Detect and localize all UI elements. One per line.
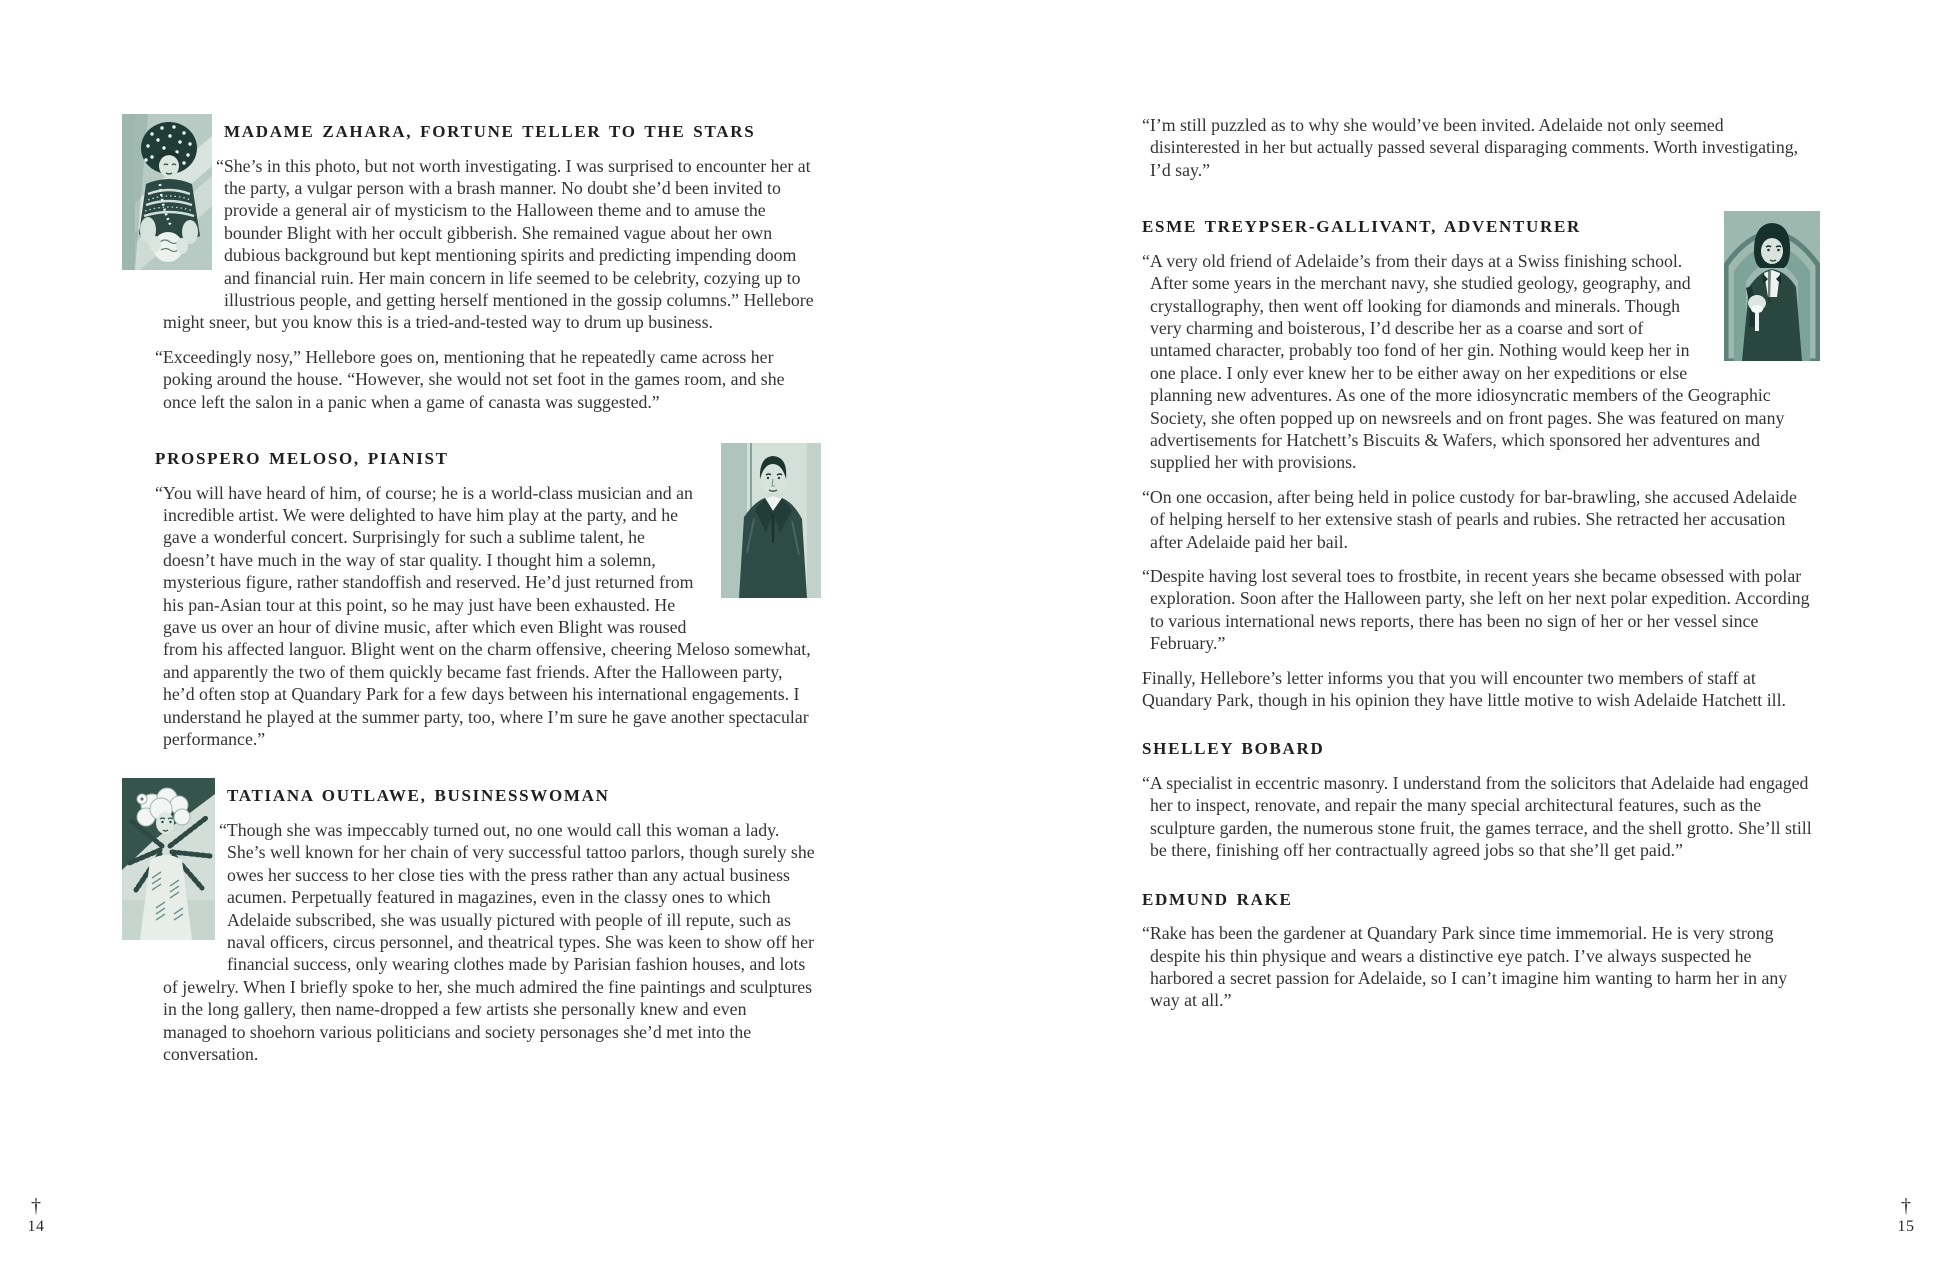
page-footer-left [22, 1196, 50, 1235]
treypser-paragraph-3: “Despite having lost several toes to frostbite, in recent years she became obsessed with polar exploration. Soon after the Halloween party, she left on her next polar expedition. According to various international news reports, there has been no sign of her or her vessel since February.” [1142, 566, 1810, 654]
page-14 [155, 114, 815, 1065]
tatiana-outlawe-portrait-image [122, 778, 215, 940]
page-number-14: 14 [27, 1218, 45, 1235]
meloso-paragraph-1: “You will have heard of him, of course; he is a world-class musician and an incredible artist. We were delighted to have him play at the party, and he gave a wonderful concert. Surprisingly for such a sublime talent, he doesn’t have much in the way of star quality. I thought him a solemn, mysterious figure, rather standoffish and reserved. He’d just returned from his pan-Asian tour at this point, so he may just have been exhausted. He gave us over an hour of divine music, after which even Blight was roused from his affected languor. Blight went on the charm offensive, cheering Meloso somewhat, and apparently the two of them quickly became fast friends. After the Halloween party, he’d often stop at Quandary Park for a few days between his international engagements. I understand he played at the summer party, too, where I’m sure he gave another spectacular performance.” [155, 482, 811, 750]
bobard-paragraph-1: “A specialist in eccentric masonry. I understand from the solicitors that Adelaide had engaged her to inspect, renovate, and repair the many special architectural features, such as the sculpture garden, the numerous stone fruit, the games terrace, and the shell grotto. She’ll still be there, finishing off her contractually agreed jobs so that she’ll get paid.” [1142, 773, 1812, 861]
entry-tatiana-outlawe [155, 778, 815, 1065]
entry-heading-meloso: PROSPERO MELOSO, PIANIST [155, 449, 449, 469]
dagger-ornament-right: † [1901, 1195, 1911, 1217]
esme-treypser-gallivant-portrait-image [1724, 211, 1820, 361]
prospero-meloso-portrait-image [721, 443, 821, 598]
zahara-paragraph-2: “Exceedingly nosy,” Hellebore goes on, mentioning that he repeatedly came across her poking around the house. “However, she would not set foot in the games room, and she once left the salon in a panic when a game of canasta was suggested.” [155, 346, 785, 412]
entry-shelley-bobard [1142, 739, 1814, 861]
outlawe-paragraph-1: “Though she was impeccably turned out, no one would call this woman a lady. She’s well known for her chain of very successful tattoo parlors, though surely she owes her success to her close ties with the press rather than any actual business acumen. Perpetually featured in magazines, even in the classy ones to which Adelaide subscribed, she was usually pictured with people of ill repute, such as naval officers, circus personnel, and theatrical types. She was keen to show off her financial success, only wearing clothes made by Parisian fashion houses, and lots of jewelry. When I briefly spoke to her, she much admired the fine paintings and sculptures in the long gallery, then name-dropped a few artists she personally knew and even managed to shoehorn various politicians and society personages she’d met into the conversation. [163, 819, 815, 1065]
treypser-paragraph-4: Finally, Hellebore’s letter informs you that you will encounter two members of staff at Quandary Park, though in his opinion they have little motive to wish Adelaide Hatchett ill. [1142, 667, 1786, 711]
madame-zahara-portrait-image [122, 114, 212, 270]
entry-madame-zahara [155, 114, 815, 413]
intro-paragraph: “I’m still puzzled as to why she would’ve been invited. Adelaide not only seemed disinterested in her but actually passed several disparaging comments. Worth investigating, I’d say.” [1142, 115, 1799, 180]
treypser-paragraph-1: “A very old friend of Adelaide’s from their days at a Swiss finishing school. After some years in the merchant navy, she studied geology, geography, and crystallography, then went off looking for diamonds and minerals. Though very charming and boisterous, I’d describe her as a coarse and sort of untamed character, probably too fond of her gin. Nothing would keep her in one place. I only ever knew her to be either away on her expeditions or else planning new adventures. As one of the more idiosyncratic members of the Geographic Society, she often popped up on newsreels and on front pages. She was featured on many advertisements for Hatchett’s Biscuits & Wafers, which sponsored her adventures and supplied her with provisions. [1142, 250, 1785, 473]
entry-esme-treypser-gallivant [1142, 209, 1814, 711]
entry-intro-continuation [1142, 114, 1814, 181]
treypser-paragraph-2: “On one occasion, after being held in police custody for bar-brawling, she accused Adelaide of helping herself to her extensive stash of pearls and rubies. She retracted her accusation after Adelaide paid her bail. [1142, 486, 1797, 552]
entry-heading-outlawe: TATIANA OUTLAWE, BUSINESSWOMAN [227, 786, 610, 806]
dagger-ornament-left: † [31, 1195, 41, 1217]
entry-heading-bobard: SHELLEY BOBARD [1142, 739, 1325, 759]
entry-prospero-meloso [155, 441, 815, 750]
entry-heading-rake: EDMUND RAKE [1142, 889, 1293, 909]
page-15 [1142, 114, 1814, 1012]
entry-edmund-rake [1142, 890, 1814, 1012]
entry-heading-treypser: ESME TREYPSER-GALLIVANT, ADVENTURER [1142, 217, 1581, 237]
zahara-paragraph-1: “She’s in this photo, but not worth investigating. I was surprised to encounter her at the party, a vulgar person with a brash manner. No doubt she’d been invited to provide a general air of mysticism to the Halloween theme and to amuse the bounder Blight with her occult gibberish. She remained vague about her own dubious background but kept mentioning spirits and predicting impending doom and financial ruin. Her main concern in life seemed to be celebrity, cozying up to illustrious people, and getting herself mentioned in the gossip columns.” Hellebore might sneer, but you know this is a tried-and-tested way to drum up business. [163, 155, 814, 333]
rake-paragraph-1: “Rake has been the gardener at Quandary Park since time immemorial. He is very strong despite his thin physique and wears a distinctive eye patch. I’ve always suspected he harbored a secret passion for Adelaide, so I can’t imagine him wanting to harm her in any way at all.” [1142, 923, 1788, 1011]
page-number-15: 15 [1897, 1218, 1915, 1235]
page-footer-right [1892, 1196, 1920, 1235]
entry-heading-zahara: MADAME ZAHARA, FORTUNE TELLER TO THE STARS [224, 122, 756, 141]
